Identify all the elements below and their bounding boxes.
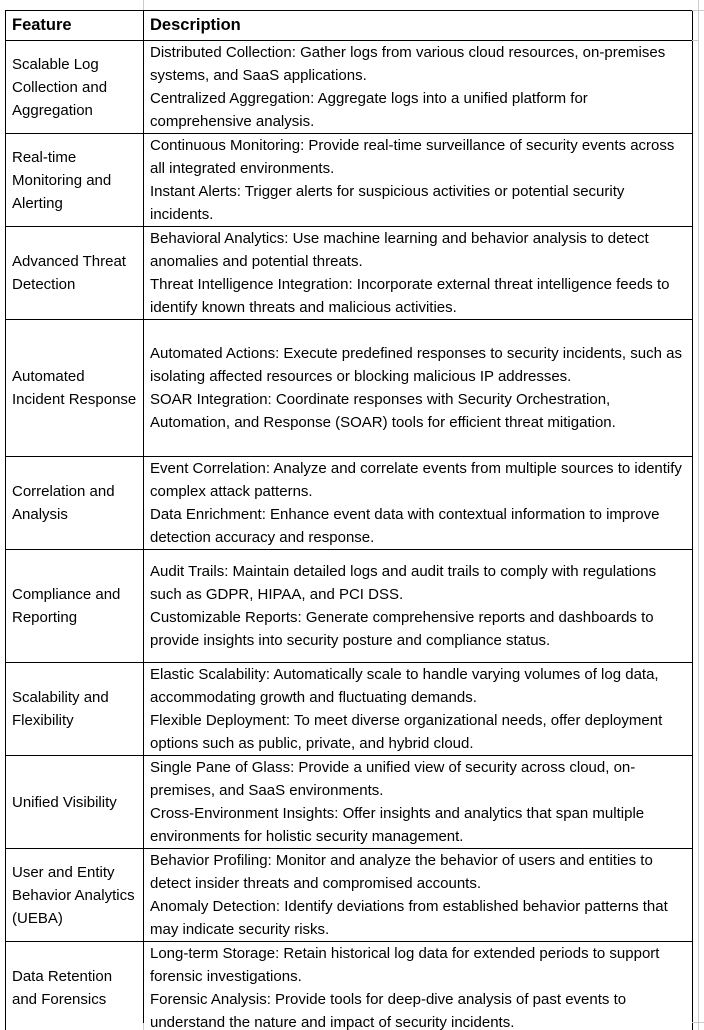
table-row [6, 756, 693, 849]
description-column-header: Description [144, 11, 693, 41]
feature-cell: Real-time Monitoring and Alerting [6, 134, 144, 227]
description-paragraph: Event Correlation: Analyze and correlate events from multiple sources to identify complex attack patterns. [150, 460, 682, 500]
feature-cell: Automated Incident Response [6, 320, 144, 457]
feature-cell: Data Retention and Forensics [6, 942, 144, 1030]
description-cell [144, 320, 693, 457]
description-paragraph: Elastic Scalability: Automatically scale to handle varying volumes of log data, accommodating growth and fluctuating demands. [150, 666, 659, 706]
description-paragraph: Single Pane of Glass: Provide a unified view of security across cloud, on-premises, and SaaS environments. [150, 759, 636, 799]
description-cell [144, 41, 693, 134]
table-row [6, 320, 693, 457]
gridline-extension [698, 0, 699, 1030]
description-paragraph: Automated Actions: Execute predefined responses to security incidents, such as isolating affected resources or blocking malicious IP addresses. [150, 345, 682, 385]
table-row [6, 457, 693, 550]
description-paragraph: Audit Trails: Maintain detailed logs and audit trails to comply with regulations such as GDPR, HIPAA, and PCI DSS. [150, 563, 657, 603]
gridline-extension [692, 10, 704, 11]
feature-cell: Correlation and Analysis [6, 457, 144, 550]
description-paragraph: Long-term Storage: Retain historical log data for extended periods to support forensic investigations. [150, 945, 660, 985]
feature-cell: User and Entity Behavior Analytics (UEBA) [6, 849, 144, 942]
description-paragraph: Anomaly Detection: Identify deviations from established behavior patterns that may indicate security risks. [150, 898, 668, 938]
gridline-extension [692, 40, 698, 41]
description-cell [144, 550, 693, 663]
feature-cell: Compliance and Reporting [6, 550, 144, 663]
description-paragraph: Behavioral Analytics: Use machine learning and behavior analysis to detect anomalies and potential threats. [150, 230, 649, 270]
feature-cell: Advanced Threat Detection [6, 227, 144, 320]
description-paragraph: Instant Alerts: Trigger alerts for suspicious activities or potential security incidents. [150, 183, 625, 223]
description-paragraph: Distributed Collection: Gather logs from various cloud resources, on-premises systems, and SaaS applications. [150, 44, 666, 84]
description-paragraph: Flexible Deployment: To meet diverse organizational needs, offer deployment options such as public, private, and hybrid cloud. [150, 712, 663, 752]
description-cell [144, 457, 693, 550]
description-paragraph: Behavior Profiling: Monitor and analyze the behavior of users and entities to detect insider threats and compromised accounts. [150, 852, 653, 892]
description-paragraph: Cross-Environment Insights: Offer insights and analytics that span multiple environments for holistic security management. [150, 805, 645, 845]
table-row [6, 227, 693, 320]
gridline-extension [143, 0, 144, 10]
gridline-extension [143, 1023, 144, 1030]
table-row [6, 663, 693, 756]
header-row [6, 11, 693, 41]
description-paragraph: Customizable Reports: Generate comprehensive reports and dashboards to provide insights into security posture and compliance status. [150, 609, 654, 649]
description-paragraph: Centralized Aggregation: Aggregate logs into a unified platform for comprehensive analysis. [150, 90, 588, 130]
description-cell [144, 227, 693, 320]
description-paragraph: Continuous Monitoring: Provide real-time surveillance of security events across all integrated environments. [150, 137, 675, 177]
gridline-extension [692, 1022, 704, 1023]
table-row [6, 134, 693, 227]
table-row [6, 942, 693, 1030]
feature-cell: Scalable Log Collection and Aggregation [6, 41, 144, 134]
feature-table [5, 10, 693, 1030]
description-cell [144, 134, 693, 227]
description-paragraph: SOAR Integration: Coordinate responses with Security Orchestration, Automation, and Response (SOAR) tools for efficient threat mitigation. [150, 391, 616, 431]
description-cell [144, 942, 693, 1030]
description-paragraph: Data Enrichment: Enhance event data with contextual information to improve detection accuracy and response. [150, 506, 660, 546]
table-row [6, 41, 693, 134]
description-cell [144, 663, 693, 756]
description-paragraph: Threat Intelligence Integration: Incorporate external threat intelligence feeds to identify known threats and malicious activities. [150, 276, 670, 316]
feature-cell: Unified Visibility [6, 756, 144, 849]
description-cell [144, 756, 693, 849]
table-row [6, 849, 693, 942]
table-row [6, 550, 693, 663]
feature-cell: Scalability and Flexibility [6, 663, 144, 756]
description-cell [144, 849, 693, 942]
feature-column-header: Feature [6, 11, 144, 41]
description-paragraph: Forensic Analysis: Provide tools for deep-dive analysis of past events to understand the nature and impact of security incidents. [150, 991, 627, 1030]
